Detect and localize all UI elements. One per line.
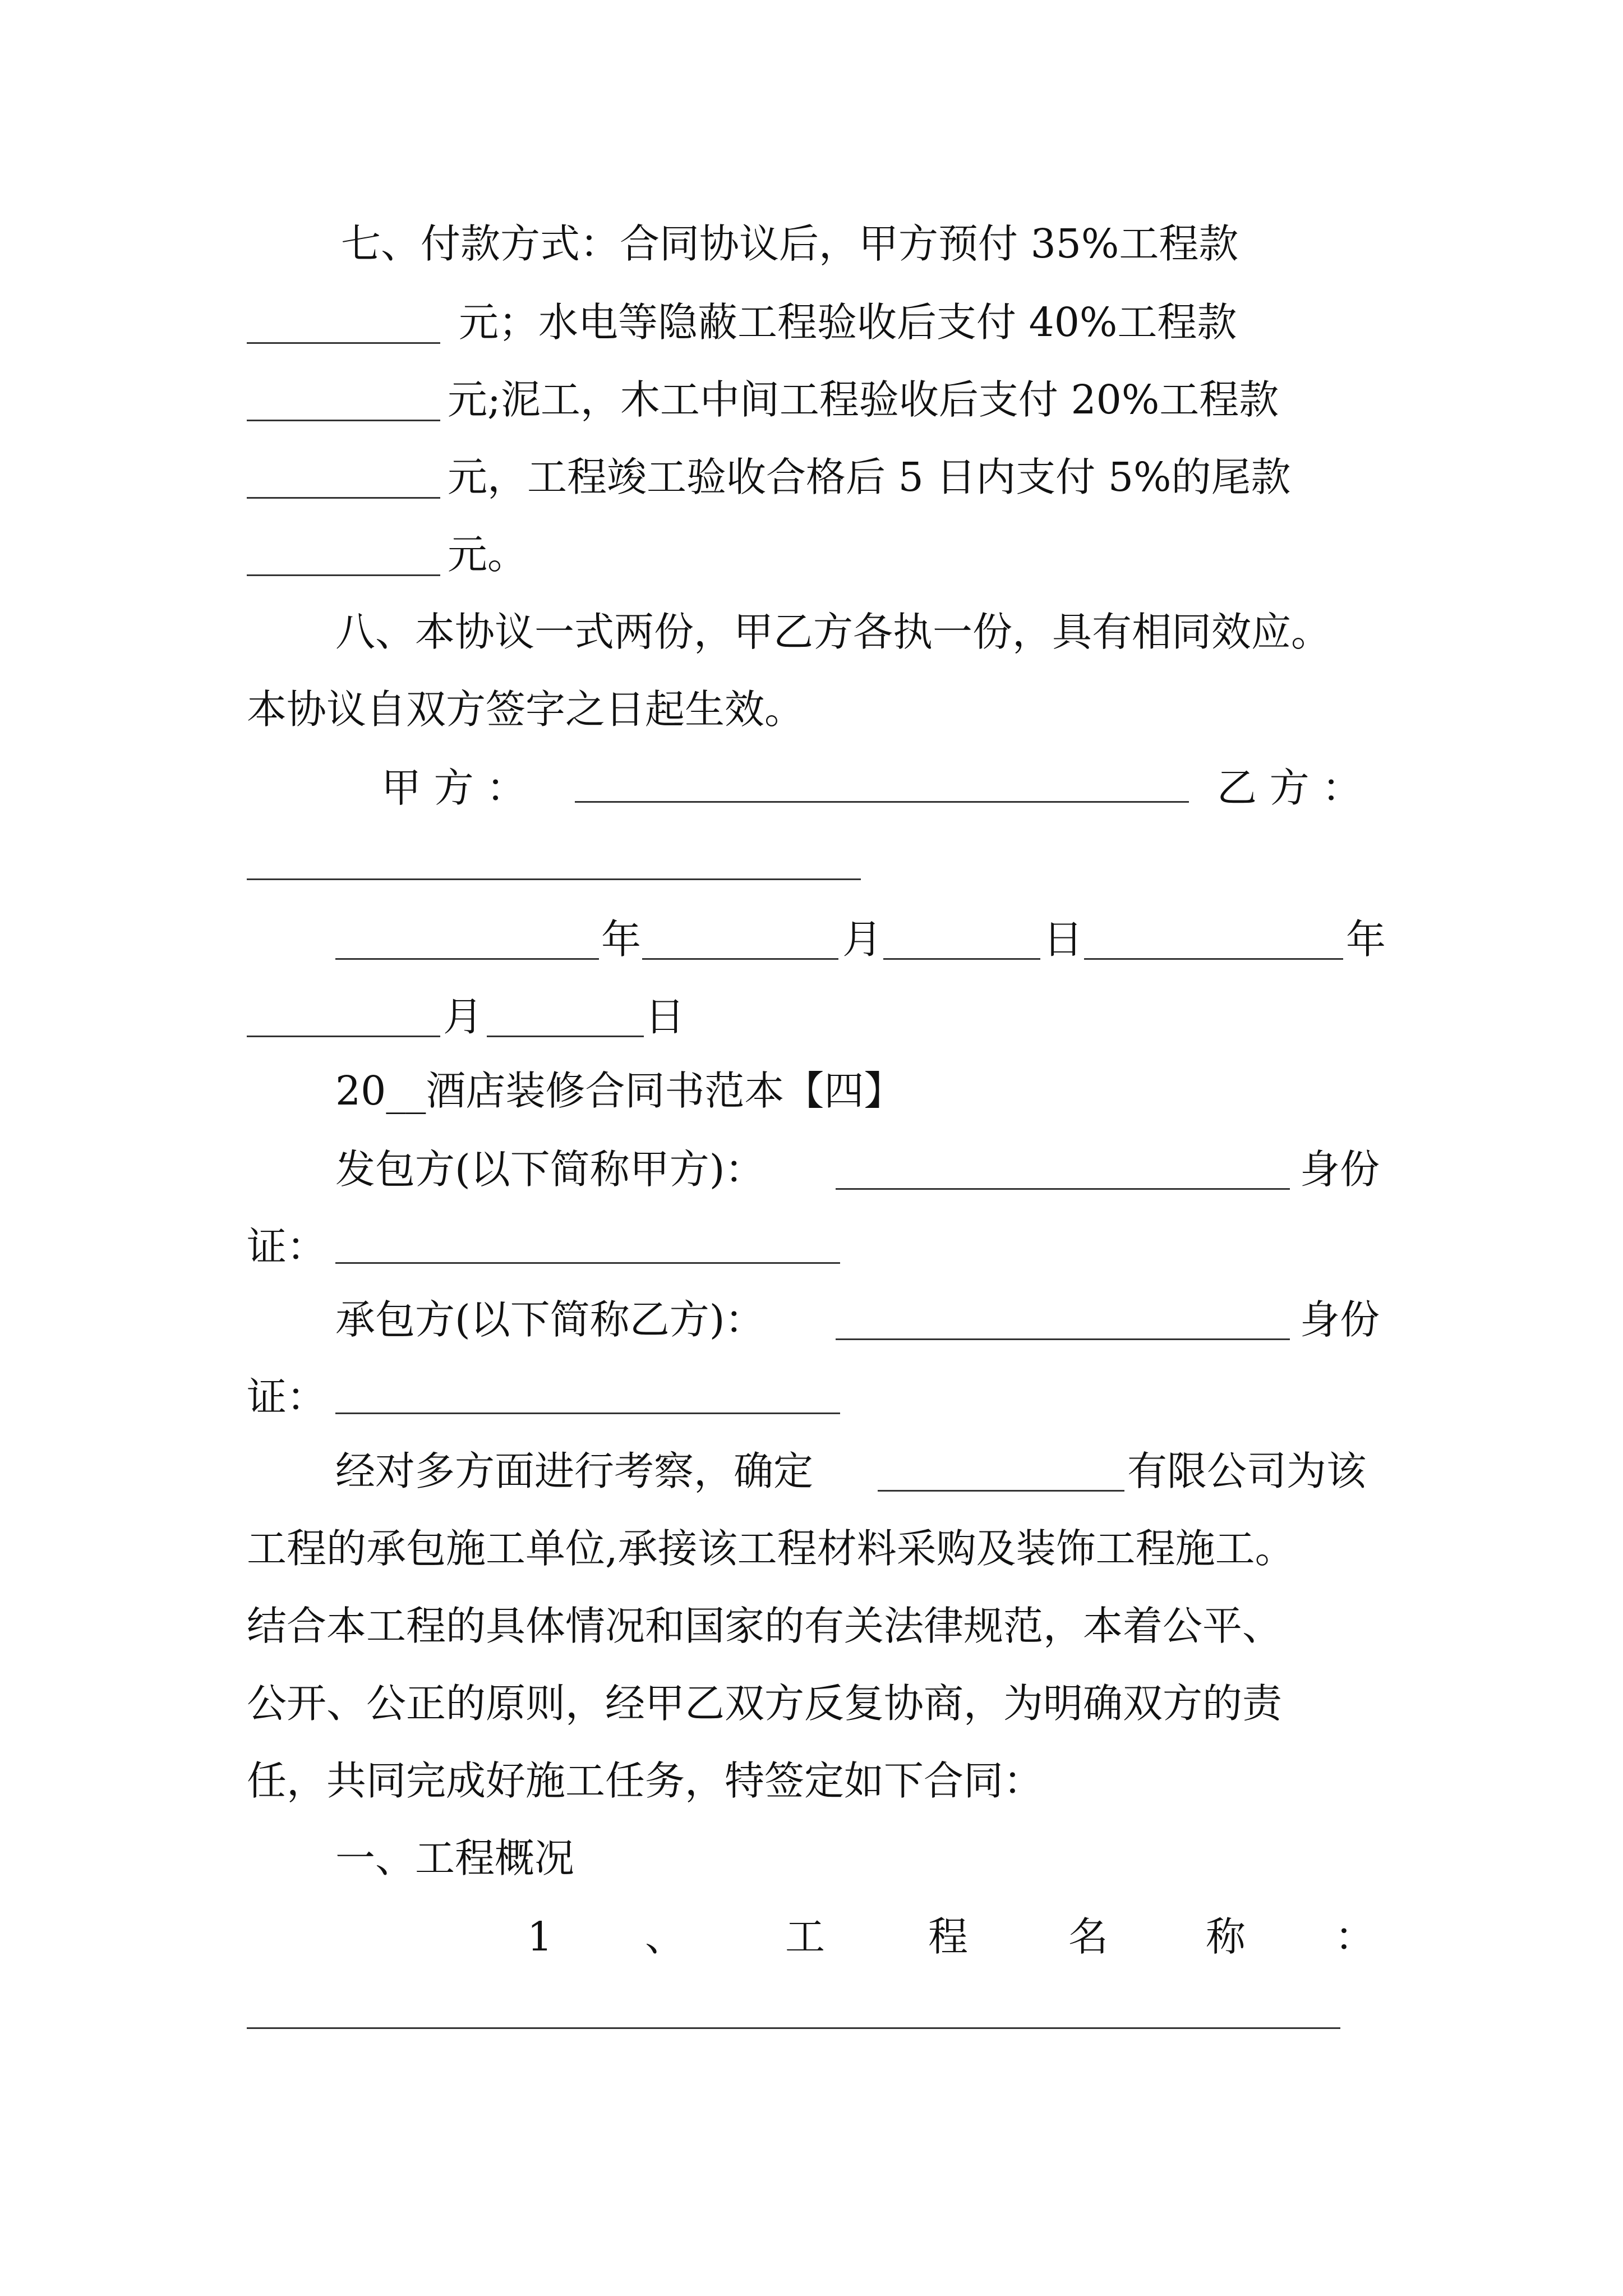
intro-line1-head: 经对多方面进行考察，确定 — [335, 1448, 814, 1494]
clause8-line1-text: 八、本协议一式两份，甲乙方各执一份，具有相同效应。 — [335, 609, 1331, 655]
year-label-a: 年 — [601, 916, 642, 963]
contractor-label: 承包方(以下简称乙方)： — [335, 1296, 765, 1343]
clause7-line1-text: 七、付款方式：合同协议后，甲方预付 35%工程款 — [341, 220, 1239, 267]
clause7-line5-text: 元。 — [448, 531, 528, 578]
item1-char-4: 名 — [1068, 1913, 1109, 1960]
employer-line — [0, 1139, 1623, 1200]
year-label-b: 年 — [1346, 916, 1386, 963]
clause8-line2 — [0, 679, 1623, 740]
employer-id-label-tail: 身份 — [1300, 1146, 1380, 1193]
day-blank-a — [883, 958, 1040, 960]
clause7-line3 — [0, 369, 1623, 431]
item1-char-2: 工 — [785, 1913, 826, 1960]
intro-line5 — [0, 1750, 1623, 1812]
month-blank-a — [642, 958, 838, 960]
clause7-line3-text: 元;泥工，木工中间工程验收后支付 20%工程款 — [448, 376, 1279, 423]
clause7-line4 — [0, 447, 1623, 508]
clause8-line2-text: 本协议自双方签字之日起生效。 — [247, 686, 805, 733]
year-blank-a — [335, 958, 599, 960]
item1-char-6: ： — [1335, 1913, 1375, 1960]
employer-label: 发包方(以下简称甲方)： — [335, 1146, 765, 1193]
date-line-1 — [0, 909, 1623, 970]
intro-line2-text: 工程的承包施工单位,承接该工程材料采购及装饰工程施工。 — [247, 1525, 1295, 1572]
intro-line5-text: 任，共同完成好施工任务，特签定如下合同： — [247, 1757, 1044, 1804]
day-label-b: 日 — [645, 993, 685, 1040]
intro-line4 — [0, 1673, 1623, 1734]
signature-line — [0, 757, 1623, 819]
company-name-blank — [878, 1490, 1124, 1492]
clause7-line2-text: 元；水电等隐蔽工程验收后支付 40%工程款 — [459, 299, 1237, 346]
section1-heading-line — [0, 1828, 1623, 1889]
employer-id-blank — [335, 1262, 840, 1264]
intro-line2 — [0, 1518, 1623, 1580]
day-blank-b — [487, 1036, 644, 1037]
month-label-b: 月 — [443, 993, 483, 1040]
clause7-line1 — [0, 213, 1623, 275]
party-a-blank — [575, 801, 1189, 803]
contractor-name-blank — [836, 1338, 1290, 1340]
item1-char-3: 程 — [928, 1913, 969, 1960]
item1-char-0: 1 — [527, 1913, 553, 1960]
employer-name-blank — [836, 1188, 1290, 1190]
project-name-blank — [247, 2027, 1340, 2029]
section-title-line — [0, 1060, 1623, 1122]
clause8-line1 — [0, 601, 1623, 663]
section1-item1-line — [0, 1906, 1623, 1968]
year-blank-b — [1084, 958, 1343, 960]
month-label-a: 月 — [842, 916, 883, 963]
employer-id-label-head: 证： — [247, 1223, 327, 1270]
intro-line1-tail: 有限公司为该 — [1127, 1448, 1367, 1494]
party-a-label: 甲 方 ： — [381, 765, 527, 811]
employer-id-line — [0, 1216, 1623, 1278]
clause7-line2 — [0, 292, 1623, 353]
party-b-blank — [247, 878, 861, 880]
clause7-line4-text: 元，工程竣工验收合格后 5 日内支付 5%的尾款 — [448, 454, 1291, 500]
month-blank-b — [247, 1036, 440, 1037]
contractor-id-label-head: 证： — [247, 1374, 327, 1420]
date-line-2 — [0, 986, 1623, 1048]
section-title: 20__酒店装修合同书范本【四】 — [335, 1068, 904, 1114]
contractor-id-label-tail: 身份 — [1300, 1296, 1380, 1343]
intro-line1 — [0, 1441, 1623, 1502]
item1-char-1: 、 — [645, 1913, 685, 1960]
intro-line3 — [0, 1595, 1623, 1657]
clause7-line5 — [0, 524, 1623, 586]
section1-heading: 一、工程概况 — [335, 1835, 575, 1881]
intro-line3-text: 结合本工程的具体情况和国家的有关法律规范，本着公平、 — [247, 1603, 1283, 1649]
day-label-a: 日 — [1043, 916, 1083, 963]
contractor-id-line — [0, 1366, 1623, 1428]
contractor-id-blank — [335, 1412, 840, 1414]
item1-char-5: 称 — [1206, 1913, 1246, 1960]
intro-line4-text: 公开、公正的原则，经甲乙双方反复协商，为明确双方的责 — [247, 1680, 1283, 1727]
contractor-line — [0, 1289, 1623, 1351]
party-b-label: 乙 方 ： — [1217, 765, 1362, 811]
